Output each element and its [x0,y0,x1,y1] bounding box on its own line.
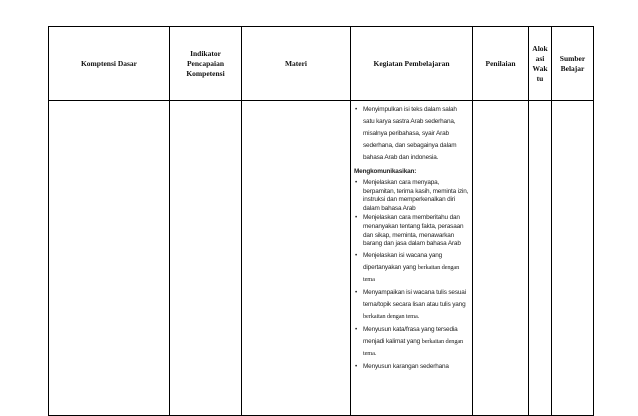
header-kegiatan: Kegiatan Pembelajaran [351,27,473,101]
bullet-icon: • [355,288,358,296]
list-item: • Menjelaskan cara menyapa, berpamitan, terima kasih, meminta izin, instruksi dan memperkenalkan diri dalam bahasa Arab [355,179,469,212]
syllabus-table [48,26,594,416]
cell-kegiatan [351,101,473,416]
cell-kompetensi-dasar [49,101,170,416]
cell-indikator [170,101,242,416]
header-materi: Materi [242,27,351,101]
bullet-icon: • [355,214,358,222]
list-item: • Menyusun karangan sederhana [354,361,469,373]
cell-materi [242,101,351,416]
cell-penilaian [473,101,529,416]
header-indikator: Indikator Pencapaian Kompetensi [170,27,242,101]
bullet-icon: • [355,251,358,259]
header-row [49,27,594,101]
bullet-icon: • [355,362,358,370]
header-sumber-belajar: Sumber Belajar [552,27,594,101]
list-item: • Menjelaskan cara memberitahu dan menanyakan tentang fakta, perasaan dan sikap, meminta, menawarkan barang dan jasa dalam bahasa Arab [355,214,464,248]
kegiatan-list-1 [354,104,469,164]
header-penilaian: Penilaian [473,27,529,101]
list-item: • Menyusun kata/frasa yang tersedia menjadi kalimat yang berkaitan dengan tema. [355,325,464,357]
bullet-icon: • [355,325,358,333]
bullet-icon: • [355,179,358,186]
bullet-icon: • [355,106,358,113]
section-heading: Mengkomunikasikan: [354,168,417,175]
list-item: • Menjelaskan isi wacana yang dipertanyakan yang berkaitan dengan tema [355,251,460,283]
cell-sumber-belajar [552,101,594,416]
kegiatan-list-2 [354,179,469,373]
header-alokasi-waktu: Alok asi Wak tu [529,27,552,101]
list-item: • Menyimpulkan isi teks dalam salah satu karya sastra Arab sederhana, misalnya peribahasa, syair Arab sederhana, dan sebagainya dalam bahasa Arab dan indonesia. [355,106,457,161]
list-item: • Menyampaikan isi wacana tulis sesuai tema/topik secara lisan atau tulis yang berkaitan dengan tema. [355,288,466,320]
header-kompetensi-dasar: Komptensi Dasar [49,27,170,101]
body-row [49,101,594,416]
cell-alokasi-waktu [529,101,552,416]
